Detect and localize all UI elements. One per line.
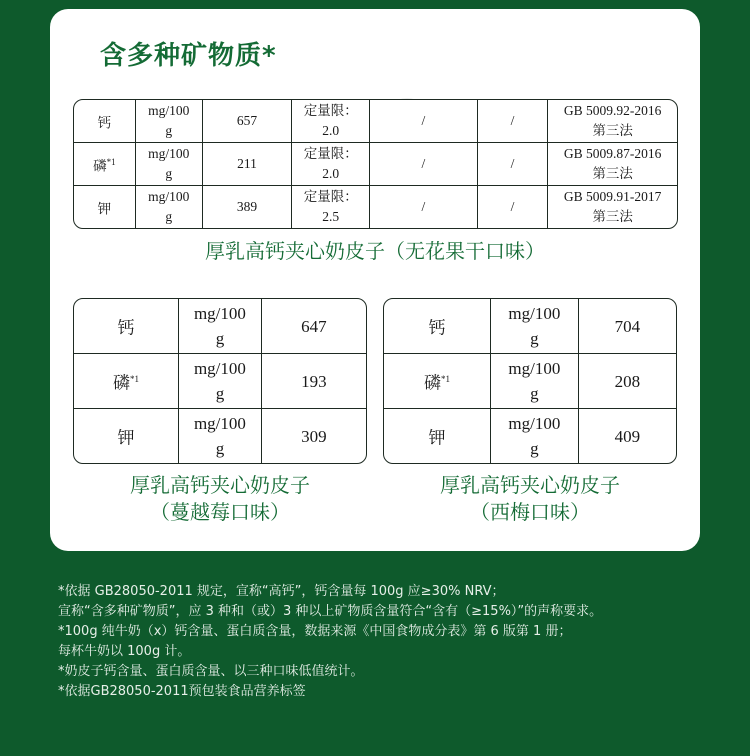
empty-cell: / (478, 100, 549, 143)
nutrient-cell: 磷$^{*1}$ (384, 354, 491, 409)
footnote-line: 每杯牛奶以 100g 计。 (58, 644, 191, 659)
value-cell: 389 (203, 186, 293, 228)
nutrient-cell: 钙 (74, 100, 136, 143)
method-cell: GB 5009.87-2016 第三法 (548, 143, 677, 186)
unit-cell: mg/100 g (491, 354, 579, 409)
table-row (74, 100, 677, 143)
nutrient-cell: 磷$^{*1}$ (74, 354, 179, 409)
unit-cell: mg/100 g (491, 409, 579, 463)
table-row (384, 354, 676, 409)
unit-cell: mg/100 g (136, 100, 203, 143)
nutrient-cell: 钙 (74, 299, 179, 354)
method-cell: GB 5009.92-2016 第三法 (548, 100, 677, 143)
card-title: 含多种矿物质* (100, 41, 277, 71)
table2-caption: 厚乳高钙夹心奶皮子 （蔓越莓口味） (130, 473, 310, 524)
mineral-table-fig (73, 99, 678, 229)
limit-cell: 定量限： 2.0 (292, 100, 370, 143)
mineral-table-cranberry (73, 298, 367, 464)
nutrient-cell: 钾 (384, 409, 491, 463)
mineral-table-prune (383, 298, 677, 464)
footnote-line: *100g 纯牛奶（x）钙含量、蛋白质含量，数据来源《中国食物成分表》第 6 版第 1 册； (58, 624, 572, 639)
table3-caption: 厚乳高钙夹心奶皮子 （西梅口味） (440, 473, 620, 524)
value-cell: 211 (203, 143, 293, 186)
value-cell: 657 (203, 100, 293, 143)
value-cell: 208 (579, 354, 676, 409)
table-row (384, 299, 676, 354)
footnote-line: *奶皮子钙含量、蛋白质含量、以三种口味低值统计。 (58, 664, 364, 679)
method-cell: GB 5009.91-2017 第三法 (563, 189, 662, 224)
table-row (384, 409, 676, 463)
empty-cell: / (370, 186, 478, 228)
footnote-line: *依据GB28050-2011预包装食品营养标签 (58, 684, 306, 699)
value-cell: 647 (262, 299, 366, 354)
value-cell: 409 (614, 426, 641, 446)
footnote-line: *依据 GB28050-2011 规定，宣称“高钙”，钙含量每 100g 应≥30% NRV； (58, 584, 505, 599)
unit-cell: mg/100 g (491, 299, 579, 354)
unit-cell: mg/100 g (179, 354, 262, 409)
value-cell: 704 (579, 299, 676, 354)
table-row (74, 299, 366, 354)
unit-cell: mg/100 g (179, 299, 262, 354)
unit-cell: mg/100 g (179, 409, 262, 463)
nutrient-cell: 钙 (384, 299, 491, 354)
value-cell: 193 (262, 354, 366, 409)
empty-cell: / (478, 186, 549, 228)
limit-cell: 定量限： 2.0 (292, 143, 370, 186)
limit-cell: 定量限： 2.5 (292, 186, 370, 228)
table-row (74, 143, 677, 186)
value-cell: 309 (301, 426, 327, 446)
unit-cell: mg/100 g (136, 143, 203, 186)
empty-cell: / (370, 100, 478, 143)
unit-cell: mg/100 g (136, 186, 203, 228)
nutrient-cell: 磷$^{*1}$ (74, 143, 136, 186)
empty-cell: / (478, 143, 549, 186)
footnote-line: 宣称“含多种矿物质”，应 3 种和（或）3 种以上矿物质含量符合“含有（≥15%）”的声称要求。 (58, 604, 603, 619)
table-row (74, 409, 366, 463)
nutrient-cell: 钾 (74, 409, 179, 463)
minerals-card (50, 9, 700, 551)
table-row (74, 186, 677, 228)
table1-caption: 厚乳高钙夹心奶皮子（无花果干口味） (205, 239, 545, 263)
footnotes (58, 582, 738, 702)
table-row (74, 354, 366, 409)
nutrient-cell: 钾 (74, 186, 136, 228)
empty-cell: / (370, 143, 478, 186)
